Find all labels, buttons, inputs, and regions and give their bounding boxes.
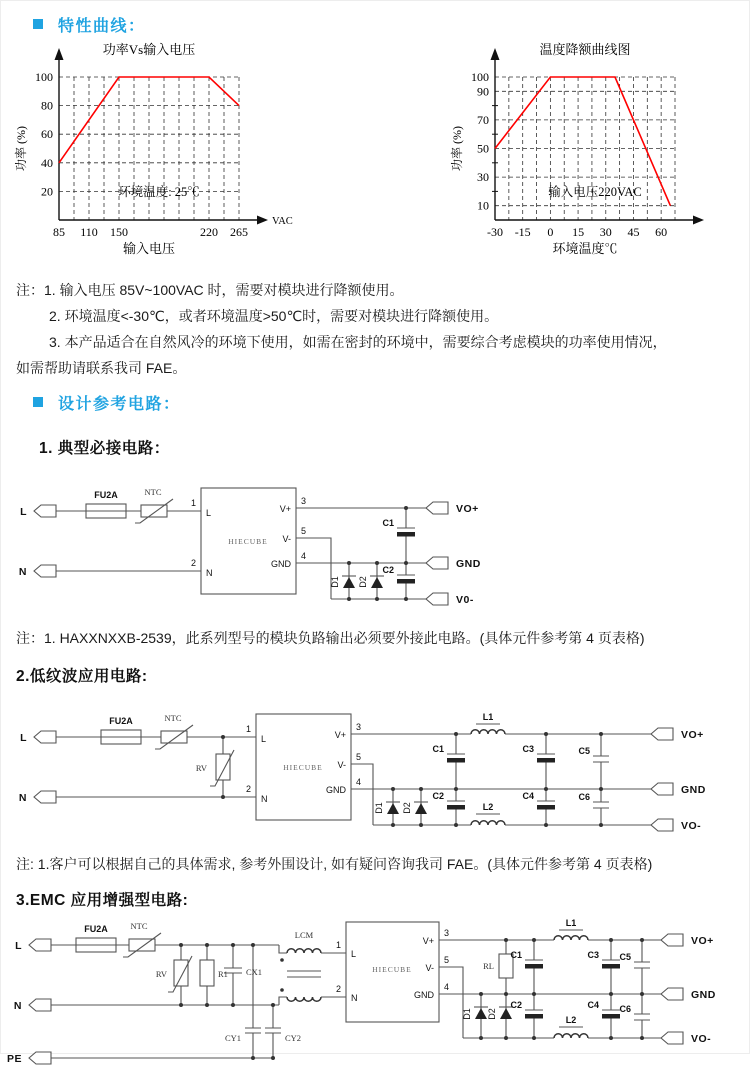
d2-label: D2 [358,576,368,588]
x-tick-label: -15 [514,225,531,239]
x-unit-label: VAC [272,216,293,227]
resistor-r1 [200,960,228,986]
x-tick-label: 265 [230,225,248,239]
c6-label: C6 [578,792,590,802]
x-tick-label: 45 [627,225,640,239]
terminal-l [20,731,56,744]
chart-title: 功率Vs输入电压 [102,42,196,57]
section-title-design: 设计参考电路： [58,395,181,413]
capacitor-c3 [522,744,555,763]
c3-label: C3 [522,744,534,754]
vo-plus-label: VO+ [691,935,714,947]
common-mode-choke-lcm [280,930,321,1001]
resistor-rl [483,954,513,978]
module-hiecube [246,714,361,820]
c6-label: C6 [619,1004,631,1014]
rl-label: RL [483,961,494,971]
diode-d1 [462,1007,488,1020]
note-line: 2. 环境温度<-30℃，或者环境温度>50℃时，需要对模块进行降额使用。 [49,308,499,324]
diode-d2 [402,802,428,814]
chart-title: 温度降额曲线图 [539,42,631,57]
terminal-l [15,939,51,952]
capacitor-cy2 [265,1028,301,1043]
power-vs-input-voltage-chart [9,37,309,265]
capacitor-c2 [510,1000,543,1019]
pin2-number: 2 [245,784,251,794]
capacitor-c5 [619,952,650,968]
c5-label: C5 [578,746,590,756]
capacitor-c5 [578,746,609,762]
varistor-rv [156,956,192,992]
varistor-rv [196,750,234,786]
blue-square-bullet-icon [33,397,43,407]
pin-l-label: L [206,508,212,518]
pin-l-label: L [261,734,267,744]
capacitor-c2 [382,565,415,584]
capacitor-c3 [587,950,620,969]
d1-label: D1 [330,576,340,588]
d1-label: D1 [462,1008,472,1020]
terminal-pe-label: PE [6,1053,22,1065]
charts-row [1,37,749,269]
d1-label: D1 [374,802,384,814]
inductor-l1 [471,712,505,734]
terminal-l [20,505,56,518]
capacitor-c1 [432,744,465,763]
fuse-symbol [76,924,116,952]
terminal-n [14,999,51,1012]
module-label: HIECUBE [228,537,268,546]
diode-d1 [330,576,356,588]
lcm-label: LCM [294,930,314,940]
module-label: HIECUBE [283,763,323,772]
pin4-number: 4 [444,982,450,992]
x-tick-label: 85 [53,225,65,239]
fuse-label: FU2A [109,716,133,726]
c2-label: C2 [382,565,394,575]
terminal-gnd-out [661,988,716,1001]
l2-label: L2 [482,802,494,812]
x-tick-label: -30 [487,225,503,239]
pin4-number: 4 [356,777,362,787]
y-tick-label: 100 [471,70,489,84]
fuse-symbol [86,490,126,518]
diode-d2 [487,1007,513,1020]
l1-label: L1 [565,918,577,928]
y-tick-label: 20 [41,184,53,199]
pin2-number: 2 [335,984,341,994]
circuit1-note: 注：1. HAXXNXXB-2539，此系列型号的模块负路输出必须要外接此电路。(具体元件参考第 4 页表格) [16,630,645,646]
rv-label: RV [155,969,167,979]
terminal-vo-minus [651,819,701,832]
x-tick-label: 15 [572,225,585,239]
chart-annotation: 输入电压220VAC [548,185,642,199]
circuit3-diagram [1,910,751,1066]
y-tick-label: 60 [41,127,53,142]
y-tick-label: 90 [477,84,489,99]
gnd-out-label: GND [456,558,481,570]
terminal-l-label: L [20,506,27,518]
circuit2-note: 注: 1.客户可以根据自己的具体需求, 参考外围设计, 如有疑问咨询我司 FAE。(具体元件参考第 4 页表格) [16,856,653,872]
pin-vplus-label: V+ [422,936,434,946]
diode-d1 [374,802,400,814]
notes-characteristics [16,277,749,381]
x-axis-arrow-icon [257,216,268,225]
section-header-characteristics [33,15,749,33]
y-axis-arrow-icon [491,48,500,60]
section-title-characteristics: 特性曲线： [58,17,146,35]
terminal-gnd-out [651,783,706,796]
vo-plus-label: VO+ [456,503,479,515]
note-line: 如需帮助请联系我司 FAE。 [16,360,187,376]
terminal-pe [7,1052,51,1065]
vo-minus-label: VO- [681,820,702,832]
pin3-number: 3 [356,722,362,732]
y-tick-label: 50 [477,141,489,156]
terminal-n [19,791,56,804]
pin-vminus-label: V- [282,534,291,544]
c3-label: C3 [587,950,599,960]
y-tick-label: 80 [41,98,53,113]
cx1-label: CX1 [246,967,263,977]
ntc-symbol [135,487,173,523]
pin-n-label: N [261,794,268,804]
capacitor-c1 [382,518,415,537]
x-tick-label: 220 [199,225,218,239]
y-axis-label: 功率 (%) [450,126,464,171]
temperature-derating-chart [445,37,745,265]
note-line: 注：1. 输入电压 85V~100VAC 时，需要对模块进行降额使用。 [16,282,404,298]
ntc-label: NTC [144,487,162,497]
y-axis-label: 功率 (%) [14,126,28,171]
pin-n-label: N [206,568,213,578]
d2-label: D2 [402,802,412,814]
pin1-number: 1 [245,724,251,734]
x-tick-label: 0 [547,225,554,239]
y-axis-arrow-icon [55,48,64,60]
pin-vplus-label: V+ [279,504,291,514]
pin-n-label: N [351,993,358,1003]
circuit2-diagram [1,692,751,842]
c4-label: C4 [587,1000,599,1010]
terminal-gnd-out [426,557,481,570]
cy2-label: CY2 [285,1033,302,1043]
circuit1-heading: 1. 典型必接电路： [39,440,170,457]
fuse-symbol [101,716,141,744]
l2-label: L2 [565,1015,577,1025]
terminal-n [19,565,56,578]
capacitor-c2 [432,791,465,810]
vo-minus-label: V0- [456,594,474,606]
x-tick-label: 110 [80,225,98,239]
pin-vplus-label: V+ [334,730,346,740]
pin3-number: 3 [301,496,307,506]
pin4-number: 4 [301,551,307,561]
c5-label: C5 [619,952,631,962]
terminal-l-label: L [15,940,22,952]
y-tick-label: 10 [477,198,489,213]
c2-label: C2 [510,1000,522,1010]
chart-annotation: 环境温度: 25℃ [118,185,200,199]
pin-gnd-label: GND [326,785,346,795]
capacitor-c4 [522,791,555,810]
capacitor-c6 [578,792,609,808]
pin5-number: 5 [301,526,307,536]
capacitor-c1 [510,950,543,969]
terminal-vo-minus [661,1032,711,1045]
c1-label: C1 [382,518,394,528]
module-label: HIECUBE [372,965,412,974]
ntc-symbol [155,713,193,749]
circuit3-heading: 3.EMC 应用增强型电路: [16,892,189,909]
pin1-number: 1 [335,940,341,950]
terminal-n-label: N [13,1000,22,1012]
pin2-number: 2 [190,558,196,568]
pin-l-label: L [351,949,357,959]
pin5-number: 5 [356,752,362,762]
gnd-out-label: GND [681,784,706,796]
r1-label: R1 [218,969,228,979]
pin-vminus-label: V- [337,760,346,770]
inductor-l2 [554,1015,588,1038]
x-tick-label: 30 [599,225,612,239]
x-tick-label: 60 [655,225,668,239]
note-line: 3. 本产品适合在自然风冷的环境下使用，如需在密封的环境中，需要综合考虑模块的功率使用情况， [49,334,667,350]
capacitor-c6 [619,1004,650,1020]
module-hiecube [336,922,449,1022]
terminal-vo-minus [426,593,474,606]
x-tick-label: 150 [109,225,128,239]
x-axis-label: 输入电压 [122,241,176,256]
y-tick-label: 30 [477,170,489,185]
d2-label: D2 [487,1008,497,1020]
x-axis-label: 环境温度℃ [552,241,618,256]
y-tick-label: 70 [477,112,489,127]
diode-d2 [358,576,384,588]
terminal-vo-plus [426,502,479,515]
c1-label: C1 [432,744,444,754]
ntc-label: NTC [164,713,182,723]
circuit2-heading: 2.低纹波应用电路: [16,668,148,685]
l1-label: L1 [482,712,494,722]
x-axis-arrow-icon [693,216,704,225]
c2-label: C2 [432,791,444,801]
pin1-number: 1 [190,498,196,508]
inductor-l1 [554,918,588,940]
c1-label: C1 [510,950,522,960]
fuse-label: FU2A [84,924,108,934]
pin-gnd-label: GND [271,559,291,569]
circuit1-diagram [1,466,751,616]
module-hiecube [191,488,306,594]
vo-plus-label: VO+ [681,729,704,741]
pin3-number: 3 [444,928,450,938]
terminal-n-label: N [18,792,27,804]
terminal-l-label: L [20,732,27,744]
terminal-n-label: N [18,566,27,578]
circuit2-wires [56,734,651,825]
pin5-number: 5 [444,955,450,965]
capacitor-cx1 [224,967,262,977]
ntc-label: NTC [130,921,148,931]
cy1-label: CY1 [224,1033,241,1043]
vo-minus-label: VO- [691,1033,712,1045]
rv-label: RV [195,763,207,773]
capacitor-cy1 [225,1028,261,1043]
ntc-symbol [123,921,161,957]
inductor-l2 [471,802,505,825]
terminal-vo-plus [651,728,704,741]
y-tick-label: 100 [35,70,53,84]
y-tick-label: 40 [41,155,53,170]
pin-gnd-label: GND [414,990,434,1000]
pin-vminus-label: V- [425,963,434,973]
terminal-vo-plus [661,934,714,947]
fuse-label: FU2A [94,490,118,500]
capacitor-c4 [587,1000,620,1019]
c4-label: C4 [522,791,534,801]
blue-square-bullet-icon [33,19,43,29]
section-header-design [33,393,749,411]
gnd-out-label: GND [691,989,716,1001]
